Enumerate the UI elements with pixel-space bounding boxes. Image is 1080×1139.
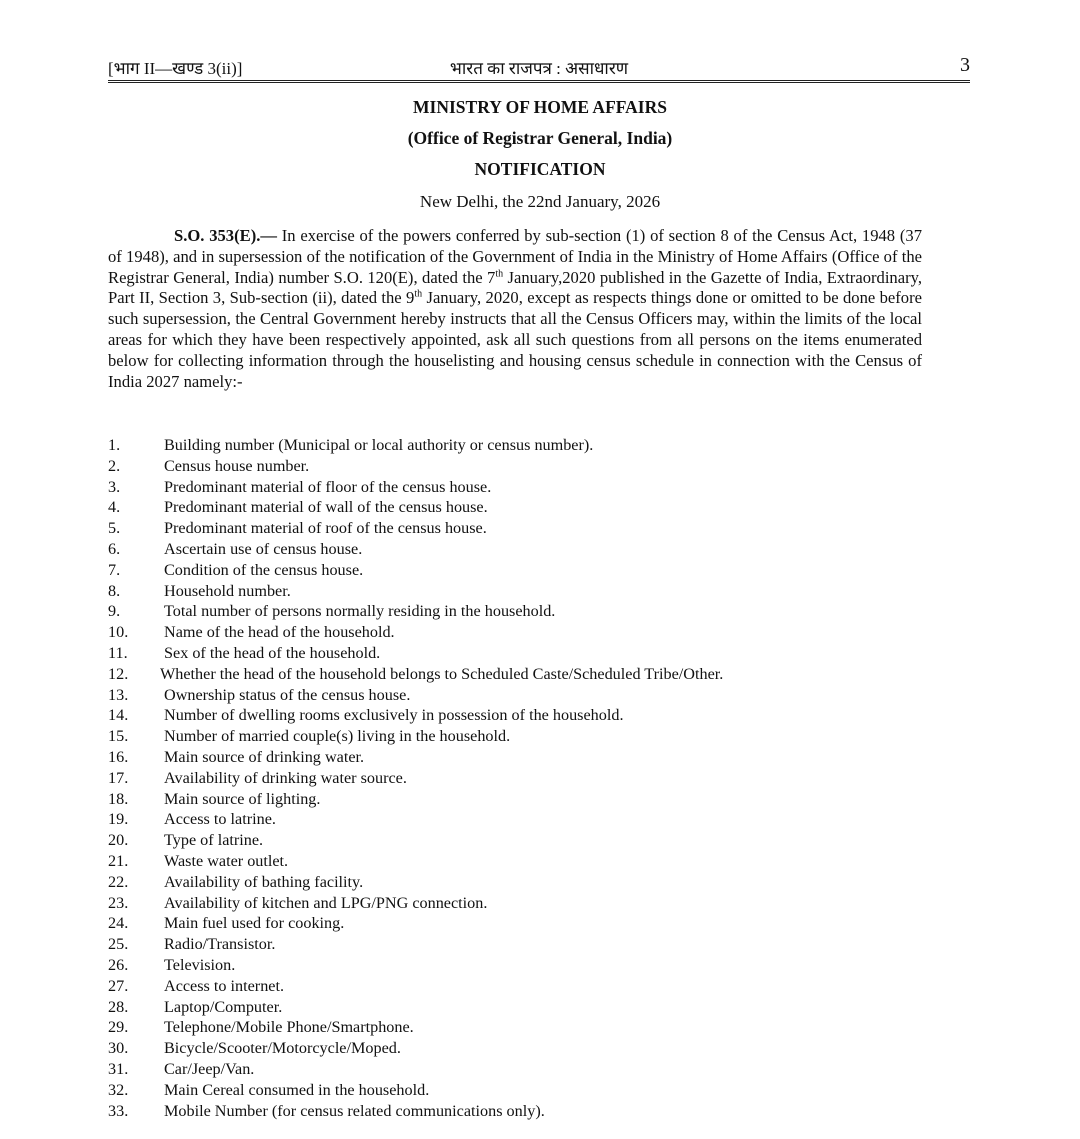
list-item	[108, 497, 968, 518]
item-text: Television.	[164, 955, 236, 974]
item-text: Telephone/Mobile Phone/Smartphone.	[164, 1018, 414, 1037]
item-number: 17.	[108, 768, 129, 787]
list-item	[108, 622, 968, 643]
item-text: Sex of the head of the household.	[164, 643, 381, 662]
item-text: Predominant material of wall of the census house.	[164, 498, 488, 517]
list-item	[108, 435, 968, 456]
ministry-heading: MINISTRY OF HOME AFFAIRS	[413, 97, 667, 117]
list-item	[108, 477, 968, 498]
item-number: 7.	[108, 560, 121, 579]
ordinal-suffix-1: th	[495, 268, 504, 280]
item-text: Main fuel used for cooking.	[164, 914, 345, 933]
item-number: 18.	[108, 789, 129, 808]
list-item	[108, 789, 968, 810]
item-text: Predominant material of roof of the census house.	[164, 519, 487, 538]
list-item	[108, 809, 968, 830]
list-item	[108, 955, 968, 976]
part-section-label: [भाग II—खण्ड 3(ii)]	[108, 59, 243, 78]
item-number: 4.	[108, 498, 121, 517]
list-item	[108, 1038, 968, 1059]
list-item	[108, 997, 968, 1018]
item-text: Access to internet.	[164, 976, 285, 995]
list-item	[108, 685, 968, 706]
so-number: S.O. 353(E).—	[174, 226, 277, 245]
item-text: Predominant material of floor of the census house.	[164, 477, 492, 496]
list-item	[108, 581, 968, 602]
list-item	[108, 830, 968, 851]
item-text: Access to latrine.	[164, 810, 276, 829]
ordinal-suffix-2: th	[414, 288, 423, 300]
item-number: 21.	[108, 851, 129, 870]
list-item	[108, 913, 968, 934]
item-number: 30.	[108, 1039, 129, 1058]
list-item	[108, 601, 968, 622]
page-number: 3	[960, 54, 970, 76]
item-number: 24.	[108, 914, 129, 933]
list-item	[108, 539, 968, 560]
running-header	[108, 56, 970, 83]
item-text: Census house number.	[164, 456, 310, 475]
item-number: 13.	[108, 685, 129, 704]
list-item	[108, 1059, 968, 1080]
notification-body	[108, 226, 922, 392]
list-item	[108, 1017, 968, 1038]
notification-heading: NOTIFICATION	[474, 159, 606, 179]
item-number: 29.	[108, 1018, 129, 1037]
list-item	[108, 976, 968, 997]
item-text: Ownership status of the census house.	[164, 685, 411, 704]
dateline: New Delhi, the 22nd January, 2026	[419, 192, 661, 211]
item-text: Building number (Municipal or local authority or census number).	[164, 436, 594, 454]
body-text-part-3: January, 2020, except as respects things done or omitted to be done before such supersession, the Central Government hereby instructs that all the Census Officers may, within the limits of the local areas for which they have been respectively appointed, ask all such questions from all persons on the items enumerated below for collecting information through the houselisting and housing census schedule in connection with the Census of India 2027 namely:-	[108, 288, 922, 391]
item-text: Radio/Transistor.	[164, 935, 276, 954]
body-text-part-1: In exercise of the powers conferred by sub-section (1) of section 8 of the Census Act, 1948 (37 of 1948), and in supersession of the notification of the Government of India in the Ministry of Home Affairs (Office of the Registrar General, India) number S.O. 120(E), dated the 7	[108, 226, 922, 287]
item-number: 9.	[108, 602, 121, 621]
item-text: Availability of kitchen and LPG/PNG connection.	[164, 893, 488, 912]
census-items-list	[108, 435, 968, 1121]
item-number: 23.	[108, 893, 129, 912]
list-item	[108, 705, 968, 726]
item-text: Bicycle/Scooter/Motorcycle/Moped.	[164, 1039, 401, 1058]
item-number: 31.	[108, 1059, 129, 1078]
item-text: Availability of drinking water source.	[164, 768, 407, 787]
item-number: 10.	[108, 623, 129, 642]
item-number: 12.	[108, 664, 129, 683]
item-number: 27.	[108, 976, 129, 995]
item-text: Household number.	[164, 581, 291, 600]
item-number: 8.	[108, 581, 121, 600]
list-item	[108, 456, 968, 477]
item-text: Main source of drinking water.	[164, 747, 365, 766]
item-text: Waste water outlet.	[164, 851, 289, 870]
item-text: Type of latrine.	[164, 831, 264, 850]
list-item	[108, 726, 968, 747]
item-text: Condition of the census house.	[164, 560, 364, 579]
list-item	[108, 872, 968, 893]
item-number: 26.	[108, 955, 129, 974]
body-text-part-2: January,2020 published in the Gazette of India, Extraordinary, Part II, Section 3, Sub-section (ii), dated the 9	[108, 267, 922, 308]
item-number: 20.	[108, 831, 129, 850]
list-item	[108, 1080, 968, 1101]
list-item	[108, 1101, 968, 1122]
item-text: Name of the head of the household.	[164, 623, 395, 642]
item-text: Main source of lighting.	[164, 789, 321, 808]
item-text: Main Cereal consumed in the household.	[164, 1080, 430, 1099]
item-number: 33.	[108, 1101, 129, 1120]
item-number: 5.	[108, 519, 121, 538]
item-text: Laptop/Computer.	[164, 997, 283, 1016]
item-number: 25.	[108, 935, 129, 954]
list-item	[108, 643, 968, 664]
list-item	[108, 518, 968, 539]
list-item	[108, 664, 968, 685]
item-number: 15.	[108, 727, 129, 746]
office-heading: (Office of Registrar General, India)	[407, 128, 673, 148]
item-number: 2.	[108, 456, 121, 475]
item-number: 14.	[108, 706, 129, 725]
list-item	[108, 934, 968, 955]
list-item	[108, 893, 968, 914]
item-number: 16.	[108, 747, 129, 766]
list-item	[108, 768, 968, 789]
item-text: Number of dwelling rooms exclusively in possession of the household.	[164, 706, 624, 725]
item-number: 11.	[108, 643, 128, 662]
item-number: 3.	[108, 477, 121, 496]
item-text: Total number of persons normally residing in the household.	[164, 602, 556, 621]
gazette-title: भारत का राजपत्र : असाधारण	[449, 59, 629, 78]
item-text: Ascertain use of census house.	[164, 539, 363, 558]
item-number: 6.	[108, 539, 121, 558]
item-number: 1.	[108, 436, 121, 454]
item-text: Car/Jeep/Van.	[164, 1059, 255, 1078]
item-text: Number of married couple(s) living in the household.	[164, 727, 511, 746]
item-number: 22.	[108, 872, 129, 891]
item-text: Availability of bathing facility.	[164, 872, 364, 891]
item-text: Whether the head of the household belongs to Scheduled Caste/Scheduled Tribe/Other.	[160, 664, 724, 683]
item-number: 32.	[108, 1080, 129, 1099]
item-text: Mobile Number (for census related communications only).	[164, 1101, 545, 1120]
item-number: 28.	[108, 997, 129, 1016]
item-number: 19.	[108, 810, 129, 829]
list-item	[108, 747, 968, 768]
list-item	[108, 851, 968, 872]
list-item	[108, 560, 968, 581]
